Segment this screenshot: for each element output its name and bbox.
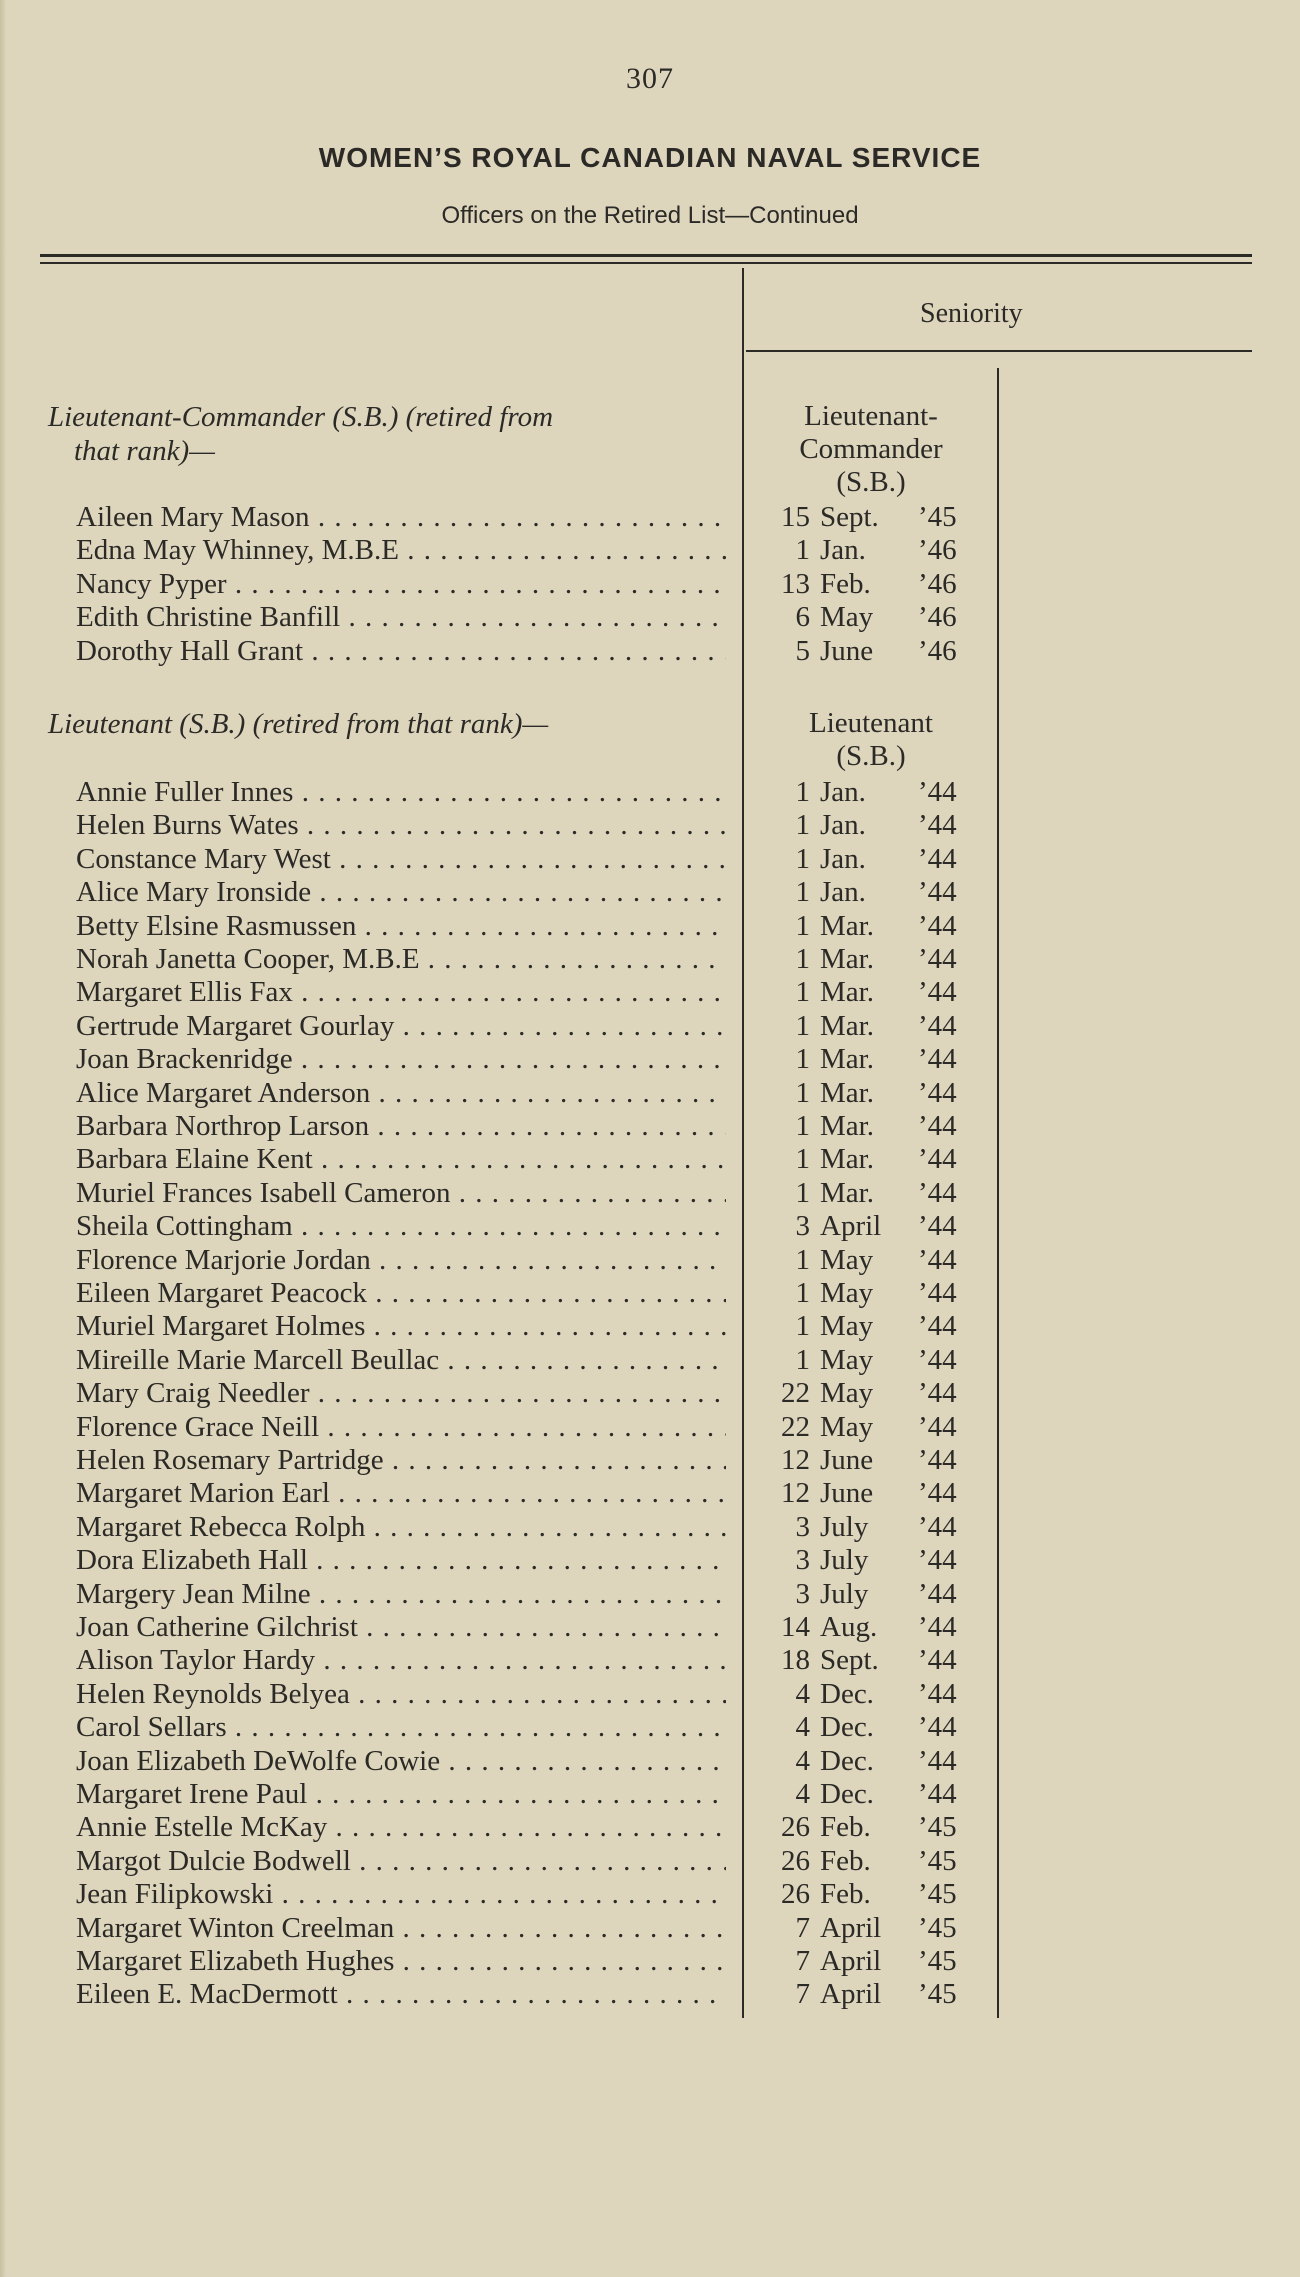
seniority-day: 5 [795, 634, 810, 667]
rank-heading-lieutenant-commander [746, 400, 996, 499]
seniority-month: June [820, 1444, 874, 1476]
officer-name: Constance Mary West . . . [76, 843, 726, 876]
officer-row [0, 1778, 1300, 1811]
seniority-year: ’44 [918, 1711, 957, 1744]
seniority-day: 6 [795, 601, 810, 634]
seniority-year: ’44 [918, 1310, 957, 1343]
officer-row [0, 501, 1300, 534]
seniority-day: 1 [795, 1243, 810, 1276]
officer-row [0, 1544, 1300, 1577]
seniority-day: 1 [795, 1110, 810, 1142]
officer-name: Florence Grace Neill . . . [76, 1411, 726, 1444]
seniority-month: Mar. [820, 976, 874, 1009]
officer-name: Helen Rosemary Partridge . . . [76, 1444, 726, 1477]
seniority-month: May [820, 1243, 874, 1276]
page-subtitle: Officers on the Retired List—Continued [441, 202, 859, 229]
officer-name: Annie Estelle McKay . . . [76, 1811, 726, 1844]
seniority-month: July [820, 1510, 869, 1543]
officer-name: Edith Christine Banfill . . . [76, 601, 726, 634]
seniority-day: 1 [795, 842, 810, 875]
seniority-year: ’44 [918, 1744, 957, 1777]
page-number: 307 [626, 62, 674, 95]
seniority-year: ’44 [918, 1410, 957, 1443]
officer-name: Carol Sellars . . . [76, 1711, 726, 1744]
seniority-day: 14 [781, 1611, 810, 1643]
seniority-year: ’44 [918, 1611, 957, 1643]
seniority-day: 4 [795, 1677, 810, 1710]
seniority-day: 4 [795, 1711, 810, 1744]
seniority-year: ’44 [918, 1644, 957, 1677]
officer-row [0, 1244, 1300, 1277]
officer-row [0, 1845, 1300, 1878]
seniority-month: May [820, 1343, 874, 1376]
officer-name: Joan Catherine Gilchrist . . . [76, 1611, 726, 1644]
officer-name: Norah Janetta Cooper, M.B.E . . . [76, 943, 726, 976]
seniority-day: 12 [781, 1444, 810, 1476]
officer-row [0, 943, 1300, 976]
officer-name: Aileen Mary Mason . . . [76, 501, 726, 534]
seniority-month: Mar. [820, 1143, 874, 1176]
seniority-day: 1 [795, 943, 810, 975]
seniority-day: 26 [781, 1844, 810, 1877]
seniority-day: 4 [795, 1778, 810, 1810]
seniority-year: ’44 [918, 909, 957, 942]
seniority-year: ’45 [918, 1945, 957, 1977]
officer-name: Muriel Margaret Holmes . . . [76, 1310, 726, 1343]
officer-row [0, 1644, 1300, 1677]
officer-row [0, 1344, 1300, 1377]
officer-row [0, 601, 1300, 634]
seniority-year: ’44 [918, 1377, 957, 1410]
seniority-day: 1 [795, 876, 810, 909]
officer-name: Margery Jean Milne . . . [76, 1578, 726, 1611]
officer-row [0, 1110, 1300, 1143]
officer-name: Alison Taylor Hardy . . . [76, 1644, 726, 1677]
seniority-day: 1 [795, 1277, 810, 1309]
officer-row [0, 1277, 1300, 1310]
seniority-year: ’44 [918, 1544, 957, 1577]
seniority-year: ’46 [918, 634, 957, 667]
seniority-year: ’44 [918, 1243, 957, 1276]
officer-row [0, 1578, 1300, 1611]
seniority-day: 1 [795, 1310, 810, 1343]
officer-name: Margaret Irene Paul . . . [76, 1778, 726, 1811]
seniority-day: 7 [795, 1945, 810, 1977]
seniority-day: 1 [795, 809, 810, 842]
seniority-year: ’44 [918, 976, 957, 1009]
seniority-month: April [820, 1945, 882, 1977]
officer-row [0, 1177, 1300, 1210]
seniority-month: Feb. [820, 567, 871, 600]
seniority-day: 1 [795, 534, 810, 567]
section-heading-lieutenant-commander [48, 400, 738, 468]
officer-row [0, 1811, 1300, 1844]
seniority-month: Dec. [820, 1778, 874, 1810]
officer-name: Margaret Winton Creelman . . . [76, 1912, 726, 1945]
officer-name: Dora Elizabeth Hall . . . [76, 1544, 726, 1577]
seniority-year: ’45 [918, 1978, 957, 2011]
double-rule-top [40, 254, 1252, 257]
seniority-year: ’44 [918, 1076, 957, 1109]
seniority-year: ’44 [918, 1577, 957, 1610]
officer-name: Jean Filipkowski . . . [76, 1878, 726, 1911]
seniority-month: Jan. [820, 842, 866, 875]
seniority-year: ’44 [918, 1277, 957, 1309]
officer-name: Dorothy Hall Grant . . . [76, 635, 726, 668]
seniority-day: 13 [781, 567, 810, 600]
officer-row [0, 1411, 1300, 1444]
officer-name: Nancy Pyper . . . [76, 568, 726, 601]
seniority-month: April [820, 1978, 882, 2011]
rank-heading-line: Lieutenant [808, 707, 933, 739]
officer-name: Eileen Margaret Peacock . . . [76, 1277, 726, 1310]
seniority-day: 26 [781, 1811, 810, 1844]
officer-row [0, 534, 1300, 567]
seniority-day: 1 [795, 909, 810, 942]
officer-row [0, 1477, 1300, 1510]
seniority-month: Mar. [820, 1009, 874, 1042]
officer-name: Gertrude Margaret Gourlay . . . [76, 1010, 726, 1043]
officer-row [0, 1611, 1300, 1644]
seniority-year: ’45 [918, 501, 957, 533]
seniority-year: ’45 [918, 1878, 957, 1911]
officer-row [0, 1043, 1300, 1076]
rank-heading-line: Lieutenant- [804, 400, 938, 432]
seniority-year: ’45 [918, 1844, 957, 1877]
officer-row [0, 635, 1300, 668]
officer-name: Betty Elsine Rasmussen . . . [76, 910, 726, 943]
officer-name: Margaret Elizabeth Hughes . . . [76, 1945, 726, 1978]
seniority-day: 3 [795, 1577, 810, 1610]
seniority-day: 4 [795, 1744, 810, 1777]
seniority-month: Jan. [820, 876, 866, 909]
seniority-year: ’44 [918, 776, 957, 808]
officer-name: Barbara Elaine Kent . . . [76, 1143, 726, 1176]
double-rule-bottom [40, 262, 1252, 264]
officer-row [0, 1377, 1300, 1410]
officer-name: Joan Elizabeth DeWolfe Cowie . . . [76, 1745, 726, 1778]
seniority-month: Feb. [820, 1878, 871, 1911]
section-heading-line: Lieutenant-Commander (S.B.) (retired from [48, 401, 554, 433]
officer-name: Margaret Marion Earl . . . [76, 1477, 726, 1510]
seniority-year: ’44 [918, 876, 957, 909]
seniority-month: May [820, 1277, 874, 1309]
seniority-year: ’44 [918, 1210, 957, 1243]
rank-heading-line: (S.B.) [836, 466, 906, 498]
seniority-day: 1 [795, 1143, 810, 1176]
seniority-day: 1 [795, 1343, 810, 1376]
seniority-day: 1 [795, 1176, 810, 1209]
seniority-month: Sept. [820, 501, 879, 533]
officer-name: Mary Craig Needler . . . [76, 1377, 726, 1410]
seniority-month: Jan. [820, 776, 866, 808]
seniority-month: Mar. [820, 1043, 874, 1076]
seniority-month: July [820, 1544, 869, 1577]
seniority-year: ’44 [918, 1677, 957, 1710]
officer-row [0, 1143, 1300, 1176]
rank-heading-lieutenant [746, 707, 996, 773]
officer-row [0, 809, 1300, 842]
seniority-day: 26 [781, 1878, 810, 1911]
seniority-year: ’44 [918, 1477, 957, 1510]
seniority-year: ’45 [918, 1911, 957, 1944]
officer-name: Mireille Marie Marcell Beullac . . . [76, 1344, 726, 1377]
seniority-day: 22 [781, 1377, 810, 1410]
officer-name: Florence Marjorie Jordan . . . [76, 1244, 726, 1277]
officer-name: Helen Reynolds Belyea . . . [76, 1678, 726, 1711]
seniority-year: ’44 [918, 1110, 957, 1142]
seniority-month: Sept. [820, 1644, 879, 1677]
officer-name: Muriel Frances Isabell Cameron . . . [76, 1177, 726, 1210]
seniority-year: ’44 [918, 1444, 957, 1476]
seniority-year: ’44 [918, 1176, 957, 1209]
officer-row [0, 910, 1300, 943]
officer-row [0, 1210, 1300, 1243]
seniority-day: 18 [781, 1644, 810, 1677]
seniority-year: ’44 [918, 1143, 957, 1176]
officer-row [0, 1978, 1300, 2011]
seniority-month: Mar. [820, 1176, 874, 1209]
officer-name: Alice Margaret Anderson . . . [76, 1077, 726, 1110]
seniority-day: 7 [795, 1911, 810, 1944]
officer-name: Margaret Ellis Fax . . . [76, 976, 726, 1009]
section-heading-line: Lieutenant (S.B.) (retired from that rank)— [48, 708, 549, 740]
seniority-month: Feb. [820, 1811, 871, 1844]
seniority-day: 1 [795, 976, 810, 1009]
page-title: WOMEN’S ROYAL CANADIAN NAVAL SERVICE [318, 142, 982, 173]
seniority-month: Mar. [820, 943, 874, 975]
seniority-month: Jan. [820, 809, 866, 842]
officer-row [0, 1912, 1300, 1945]
seniority-month: Mar. [820, 1076, 874, 1109]
seniority-day: 1 [795, 1043, 810, 1076]
officer-row [0, 1444, 1300, 1477]
seniority-year: ’44 [918, 1043, 957, 1076]
officer-row [0, 568, 1300, 601]
seniority-day: 1 [795, 1009, 810, 1042]
officer-row [0, 1077, 1300, 1110]
seniority-day: 3 [795, 1210, 810, 1243]
seniority-year: ’45 [918, 1811, 957, 1844]
officer-row [0, 1745, 1300, 1778]
seniority-year: ’44 [918, 1009, 957, 1042]
officer-name: Helen Burns Wates . . . [76, 809, 726, 842]
seniority-month: Dec. [820, 1711, 874, 1744]
officer-row [0, 1711, 1300, 1744]
seniority-year: ’46 [918, 567, 957, 600]
officer-name: Sheila Cottingham . . . [76, 1210, 726, 1243]
officer-row [0, 1511, 1300, 1544]
officer-row [0, 1945, 1300, 1978]
rank-heading-line: Commander [799, 433, 943, 465]
seniority-month: April [820, 1210, 882, 1243]
seniority-day: 1 [795, 776, 810, 808]
officer-row [0, 776, 1300, 809]
seniority-month: April [820, 1911, 882, 1944]
seniority-month: Dec. [820, 1677, 874, 1710]
seniority-rule [746, 350, 1252, 352]
seniority-year: ’44 [918, 1778, 957, 1810]
seniority-month: Dec. [820, 1744, 874, 1777]
seniority-month: May [820, 1410, 874, 1443]
seniority-month: Feb. [820, 1844, 871, 1877]
section-heading-line: that rank)— [74, 435, 215, 467]
seniority-day: 3 [795, 1544, 810, 1577]
section-heading-lieutenant [48, 707, 738, 741]
seniority-day: 22 [781, 1410, 810, 1443]
seniority-year: ’44 [918, 943, 957, 975]
seniority-year: ’44 [918, 842, 957, 875]
seniority-month: May [820, 1377, 874, 1410]
officer-row [0, 1010, 1300, 1043]
seniority-day: 7 [795, 1978, 810, 2011]
officer-name: Barbara Northrop Larson . . . [76, 1110, 726, 1143]
rank-heading-line: (S.B.) [836, 740, 906, 772]
officer-row [0, 1310, 1300, 1343]
officer-row [0, 843, 1300, 876]
officer-row [0, 1678, 1300, 1711]
seniority-month: June [820, 634, 874, 667]
officer-row [0, 976, 1300, 1009]
officer-name: Margaret Rebecca Rolph . . . [76, 1511, 726, 1544]
officer-name: Margot Dulcie Bodwell . . . [76, 1845, 726, 1878]
seniority-month: Jan. [820, 534, 866, 567]
seniority-year: ’44 [918, 809, 957, 842]
officer-row [0, 1878, 1300, 1911]
seniority-year: ’46 [918, 601, 957, 634]
seniority-year: ’44 [918, 1343, 957, 1376]
seniority-month: June [820, 1477, 874, 1510]
officer-name: Annie Fuller Innes . . . [76, 776, 726, 809]
seniority-day: 1 [795, 1076, 810, 1109]
seniority-month: May [820, 1310, 874, 1343]
seniority-month: July [820, 1577, 869, 1610]
officer-name: Joan Brackenridge . . . [76, 1043, 726, 1076]
seniority-column-heading: Seniority [920, 298, 1023, 329]
seniority-day: 15 [781, 501, 810, 533]
seniority-year: ’44 [918, 1510, 957, 1543]
seniority-month: Mar. [820, 909, 874, 942]
officer-name: Eileen E. MacDermott . . . [76, 1978, 726, 2011]
officer-row [0, 876, 1300, 909]
seniority-day: 3 [795, 1510, 810, 1543]
officer-name: Edna May Whinney, M.B.E . . . [76, 534, 726, 567]
officer-name: Alice Mary Ironside . . . [76, 876, 726, 909]
seniority-month: Mar. [820, 1110, 874, 1142]
seniority-day: 12 [781, 1477, 810, 1510]
seniority-month: May [820, 601, 874, 634]
seniority-month: Aug. [820, 1611, 878, 1643]
seniority-year: ’46 [918, 534, 957, 567]
